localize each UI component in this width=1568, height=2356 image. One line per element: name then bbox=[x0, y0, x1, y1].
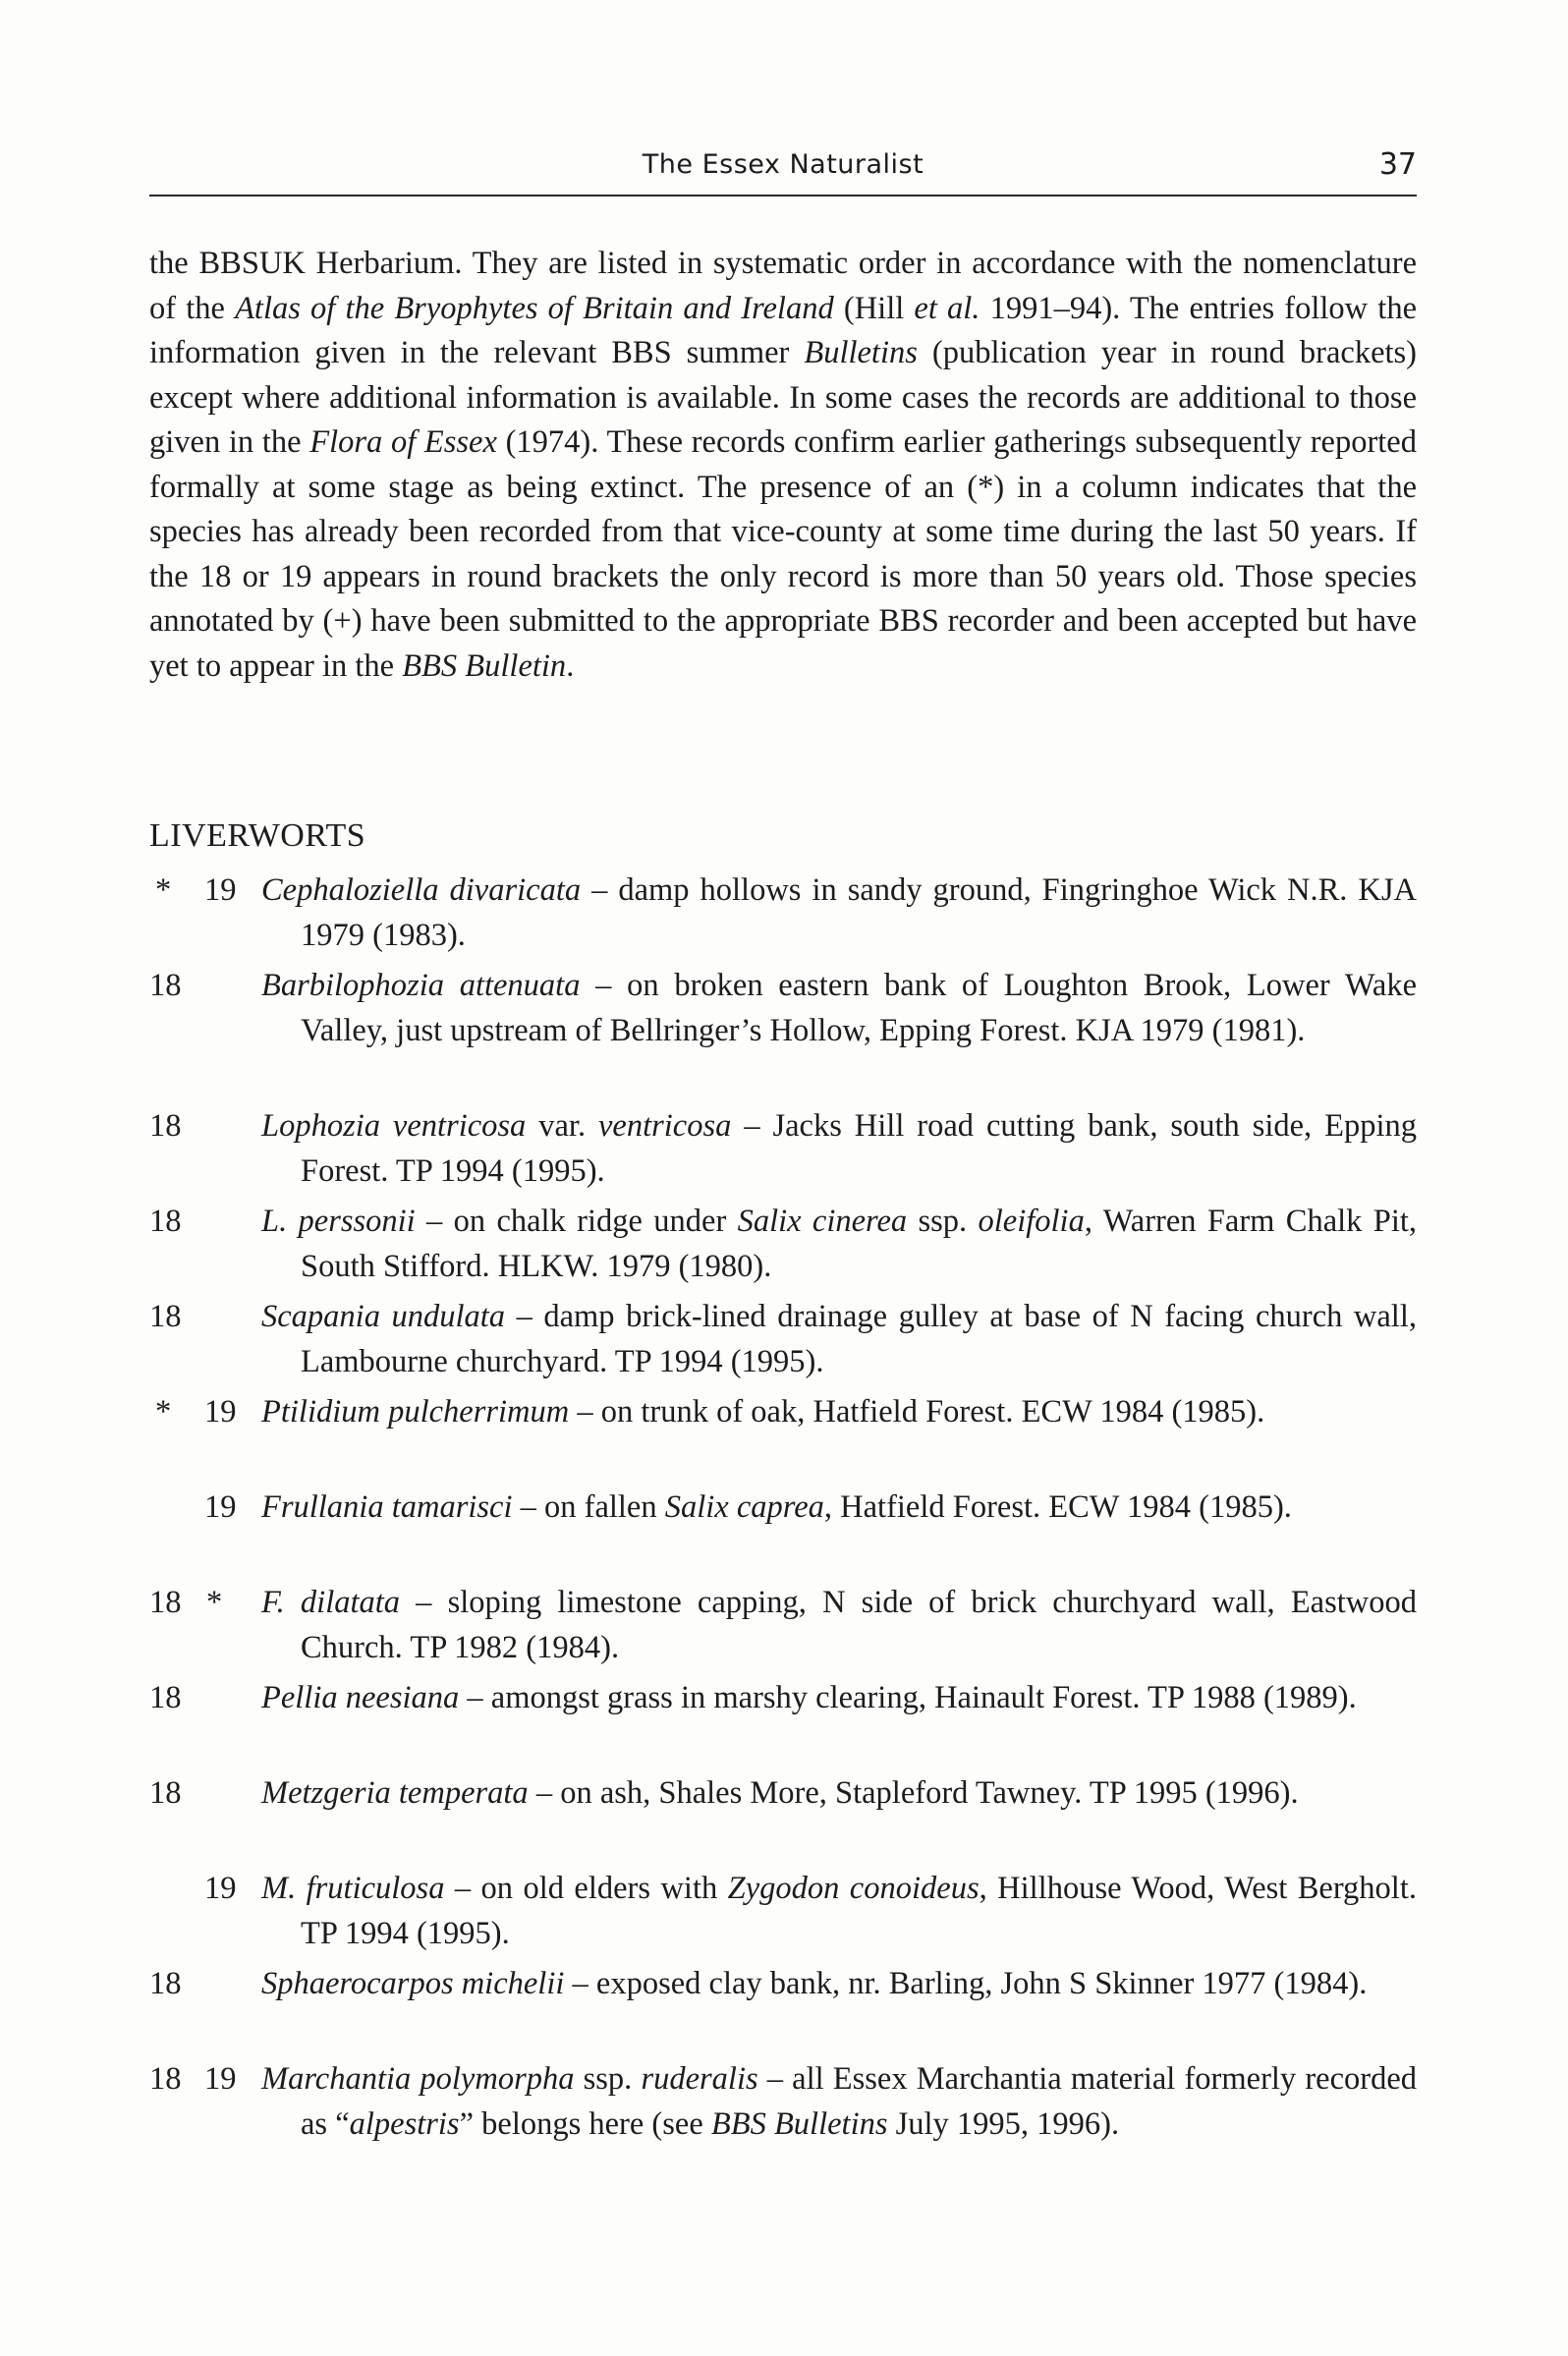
list-item bbox=[149, 1200, 1417, 1295]
species-name: Zygodon conoideus bbox=[727, 1871, 980, 1906]
entry-text bbox=[261, 1200, 1417, 1289]
species-name: Metzgeria temperata bbox=[261, 1775, 529, 1811]
vc18-marker: 18 bbox=[149, 968, 182, 1003]
list-item bbox=[149, 1295, 1417, 1390]
entry-description: – on fallen bbox=[512, 1489, 665, 1525]
species-name: alpestris bbox=[349, 2105, 460, 2142]
species-name: Sphaerocarpos michelii bbox=[261, 1966, 565, 2001]
species-name: ventricosa bbox=[598, 1108, 732, 1144]
list-item bbox=[149, 1486, 1417, 1581]
vc18-marker: * bbox=[155, 872, 172, 908]
vc19-marker: 19 bbox=[204, 2061, 237, 2097]
species-name: ruderalis bbox=[641, 2061, 758, 2097]
intro-text: (Hill bbox=[833, 290, 915, 326]
list-item bbox=[149, 1771, 1417, 1867]
section-heading: LIVERWORTS bbox=[149, 817, 366, 854]
species-name: oleifolia bbox=[978, 1204, 1085, 1239]
intro-italic: et al. bbox=[914, 290, 980, 326]
species-name: Pellia neesiana bbox=[261, 1680, 460, 1715]
entry-description: – amongst grass in marshy clearing, Hainault Forest. TP 1988 (1989). bbox=[459, 1680, 1357, 1715]
entry-rank: var. bbox=[526, 1108, 598, 1144]
entry-rank: ssp. bbox=[907, 1204, 979, 1239]
entry-description: – on broken eastern bank of Loughton Brook, Lower Wake Valley, just upstream of Bellringer’s Hollow, Epping Forest. KJA 1979 (1981). bbox=[301, 968, 1418, 1048]
vc18-marker: 18 bbox=[149, 1108, 182, 1144]
vc19-marker: * bbox=[206, 1585, 223, 1620]
list-item bbox=[149, 964, 1417, 1104]
species-name: Scapania undulata bbox=[261, 1299, 506, 1334]
entry-description: – Jacks Hill road cutting bank, south side, Epping Forest. TP 1994 (1995). bbox=[301, 1108, 1417, 1189]
intro-text: (publication year in round brackets) except where additional information is available. In some cases the records are additional to those given in the bbox=[149, 335, 1417, 460]
vc18-marker: 18 bbox=[149, 1680, 182, 1715]
vc18-marker: 18 bbox=[149, 1204, 182, 1239]
entry-description: – sloping limestone capping, N side of brick churchyard wall, Eastwood Church. TP 1982 (1984). bbox=[301, 1585, 1417, 1665]
vc18-marker: 18 bbox=[149, 1585, 182, 1620]
entry-description: – on trunk of oak, Hatfield Forest. ECW 1984 (1985). bbox=[569, 1394, 1265, 1430]
entry-description: – damp hollows in sandy ground, Fingringhoe Wick N.R. KJA 1979 (1983). bbox=[301, 872, 1417, 953]
page-header bbox=[149, 145, 1417, 196]
entry-description: , Hatfield Forest. ECW 1984 (1985). bbox=[823, 1489, 1292, 1525]
species-list bbox=[149, 869, 1417, 2198]
vc18-marker: 18 bbox=[149, 1299, 182, 1334]
entry-text bbox=[261, 2057, 1417, 2147]
intro-paragraph bbox=[149, 242, 1417, 689]
entry-description: – on ash, Shales More, Stapleford Tawney. TP 1995 (1996). bbox=[528, 1775, 1299, 1811]
intro-italic: Flora of Essex bbox=[309, 424, 497, 460]
vc18-marker: 18 bbox=[149, 2061, 182, 2097]
species-name: Frullania tamarisci bbox=[261, 1489, 513, 1525]
vc18-marker: 18 bbox=[149, 1775, 182, 1811]
entry-description: – all Essex Marchantia material formerly recorded as “ bbox=[301, 2061, 1417, 2142]
vc19-marker: 19 bbox=[204, 1394, 237, 1430]
entry-description: July 1995, 1996). bbox=[887, 2105, 1120, 2142]
species-name: Salix caprea bbox=[664, 1489, 824, 1525]
list-item bbox=[149, 1581, 1417, 1676]
entry-text bbox=[261, 1867, 1417, 1956]
species-name: Barbilophozia attenuata bbox=[261, 968, 581, 1003]
entry-text bbox=[261, 869, 1417, 958]
species-name: M. fruticulosa bbox=[261, 1871, 445, 1906]
vc18-marker: 18 bbox=[149, 1966, 182, 2001]
entry-rank: ssp. bbox=[574, 2061, 642, 2097]
vc19-marker: 19 bbox=[204, 872, 237, 908]
vc19-marker: 19 bbox=[204, 1871, 237, 1906]
intro-text: (1974). These records confirm earlier gatherings subsequently reported formally at some stage as being extinct. The presence of an (*) in a column indicates that the species has already been recorded from that vice-county at some time during the last 50 years. If the 18 or 19 appears in round brackets the only record is more than 50 years old. Those species annotated by (+) have been submitted to the appropriate BBS recorder and been accepted but have yet to appear in the bbox=[149, 424, 1417, 684]
intro-italic: Bulletins bbox=[804, 335, 918, 370]
list-item bbox=[149, 1104, 1417, 1200]
entry-text bbox=[261, 1486, 1417, 1531]
entry-text bbox=[261, 964, 1417, 1053]
vc18-marker: * bbox=[155, 1394, 172, 1430]
list-item bbox=[149, 2057, 1417, 2198]
list-item bbox=[149, 1962, 1417, 2057]
entry-text bbox=[261, 1104, 1417, 1194]
entry-text bbox=[261, 1771, 1417, 1817]
page-number: 37 bbox=[1378, 147, 1417, 182]
intro-italic: BBS Bulletin bbox=[402, 647, 567, 684]
vc19-marker: 19 bbox=[204, 1489, 237, 1525]
entry-description: , Warren Farm Chalk Pit, South Stifford. HLKW. 1979 (1980). bbox=[301, 1204, 1418, 1284]
publication-title: BBS Bulletins bbox=[710, 2105, 888, 2142]
entry-text bbox=[261, 1962, 1417, 2007]
entry-description: ” belongs here (see bbox=[459, 2105, 711, 2142]
entry-text bbox=[261, 1676, 1417, 1721]
intro-text: the BBSUK Herbarium. They are listed in systematic order in accordance with the nomenclature of the bbox=[149, 246, 1417, 326]
intro-italic: Atlas of the Bryophytes of Britain and Ireland bbox=[235, 290, 834, 326]
entry-description: , Hillhouse Wood, West Bergholt. TP 1994 (1995). bbox=[301, 1871, 1417, 1951]
list-item bbox=[149, 1390, 1417, 1486]
intro-text: . bbox=[566, 647, 575, 684]
species-name: Cephaloziella divaricata bbox=[261, 872, 582, 908]
list-item bbox=[149, 1676, 1417, 1771]
species-name: Ptilidium pulcherrimum bbox=[261, 1394, 570, 1430]
entry-description: – on old elders with bbox=[444, 1871, 728, 1906]
entry-text bbox=[261, 1295, 1417, 1384]
species-name: Marchantia polymorpha bbox=[261, 2061, 575, 2097]
intro-text: 1991–94). The entries follow the information given in the relevant BBS summer bbox=[149, 290, 1417, 370]
entry-text bbox=[261, 1581, 1417, 1670]
species-name: L. perssonii bbox=[261, 1204, 416, 1239]
list-item bbox=[149, 869, 1417, 964]
entry-description: – on chalk ridge under bbox=[415, 1204, 738, 1239]
species-name: F. dilatata bbox=[261, 1585, 401, 1620]
entry-description: – damp brick-lined drainage gulley at base of N facing church wall, Lambourne churchyard. TP 1994 (1995). bbox=[301, 1299, 1417, 1379]
list-item bbox=[149, 1867, 1417, 1962]
species-name: Salix cinerea bbox=[737, 1204, 908, 1239]
species-name: Lophozia ventricosa bbox=[261, 1108, 527, 1144]
entry-description: – exposed clay bank, nr. Barling, John S Skinner 1977 (1984). bbox=[564, 1966, 1368, 2001]
running-title: The Essex Naturalist bbox=[642, 149, 924, 180]
entry-text bbox=[261, 1390, 1417, 1435]
